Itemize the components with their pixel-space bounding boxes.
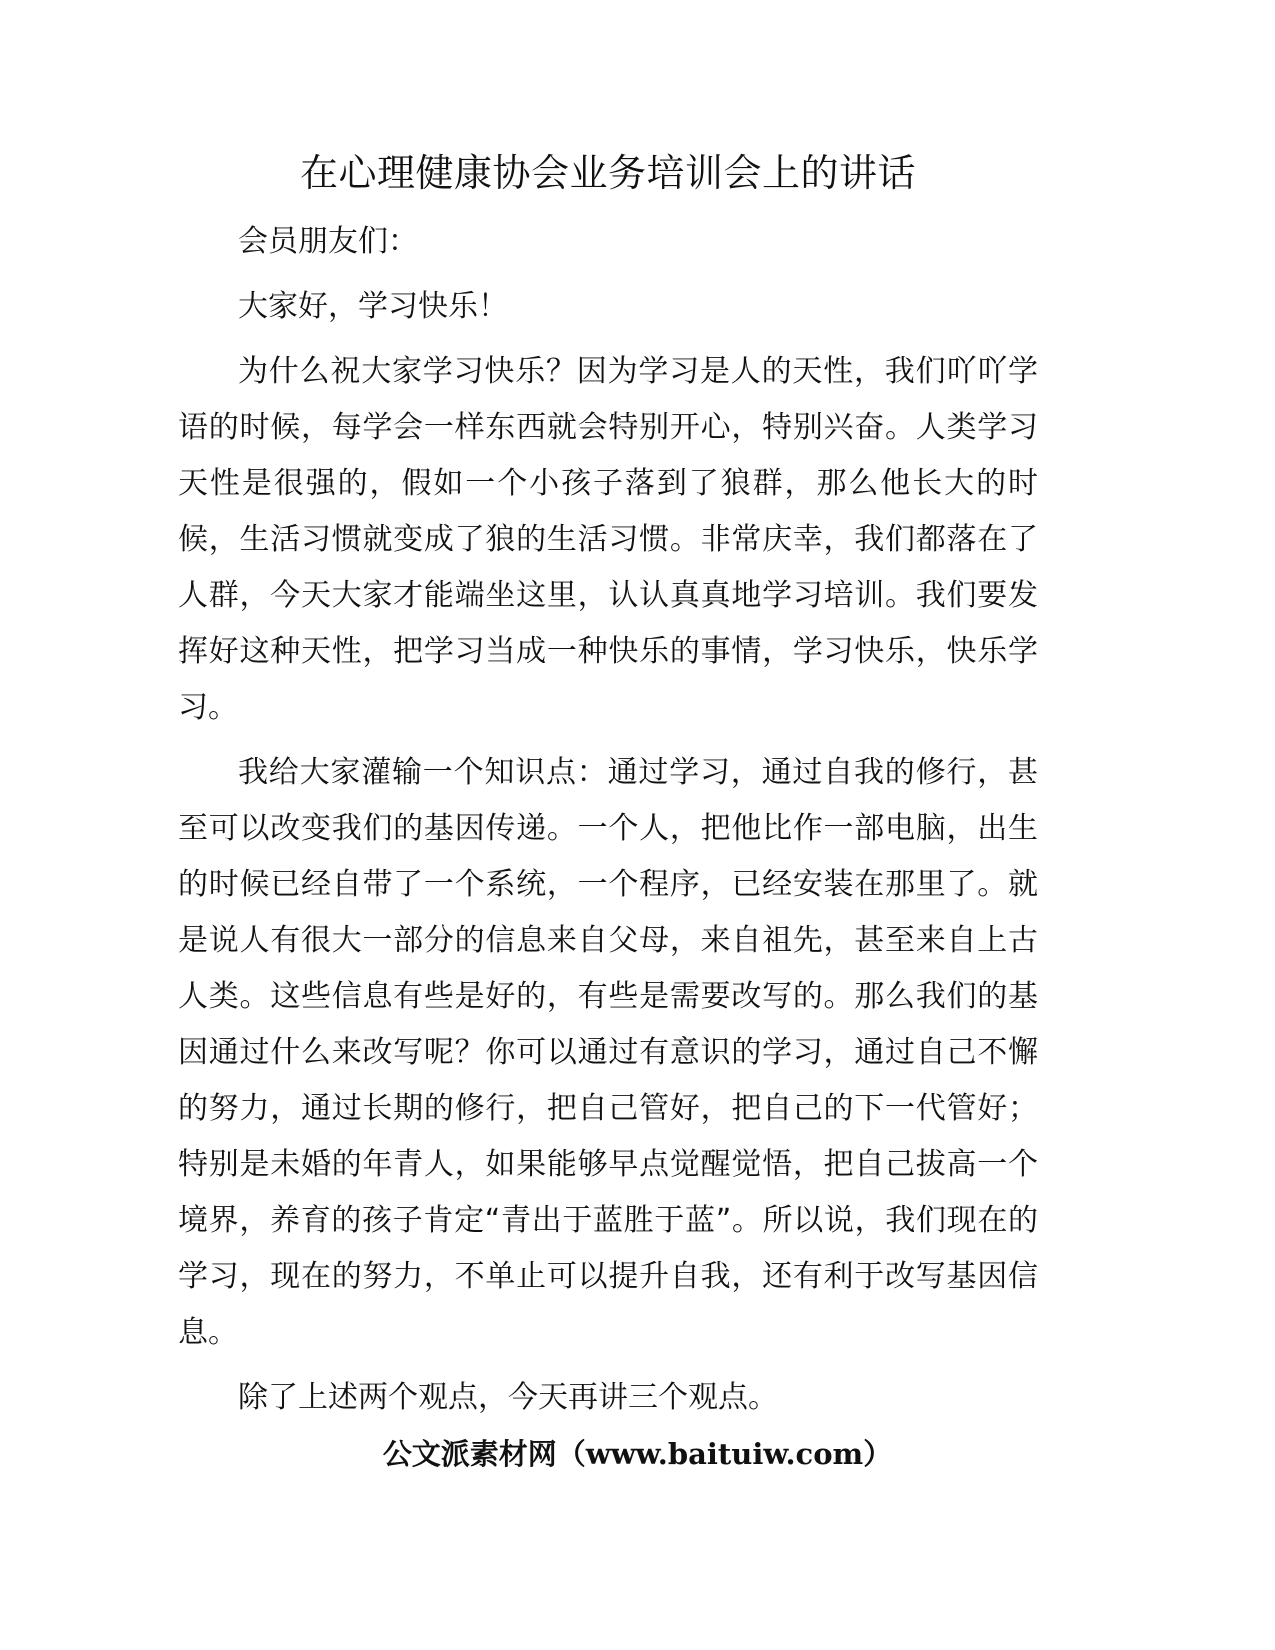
source-watermark-footer: 公文派素材网（www.baituiw.com） bbox=[382, 1437, 893, 1471]
body-paragraph-1: 为什么祝大家学习快乐？因为学习是人的天性，我们吖吖学语的时候，每学会一样东西就会特别开心，特别兴奋。人类学习天性是很强的，假如一个小孩子落到了狼群，那么他长大的时候，生活习惯就变成了狼的生活习惯。非常庆幸，我们都落在了人群，今天大家才能端坐这里，认认真真地学习培训。我们要发挥好这种天性，把学习当成一种快乐的事情，学习快乐，快乐学习。 bbox=[178, 354, 1038, 725]
salutation-paragraph: 会员朋友们： bbox=[238, 224, 418, 259]
greeting-paragraph: 大家好，学习快乐！ bbox=[238, 289, 508, 324]
document-page bbox=[178, 140, 1038, 1426]
body-paragraph-3: 除了上述两个观点，今天再讲三个观点。 bbox=[238, 1380, 778, 1415]
document-title: 在心理健康协会业务培训会上的讲话 bbox=[299, 151, 916, 195]
body-paragraph-2: 我给大家灌输一个知识点：通过学习，通过自我的修行，甚至可以改变我们的基因传递。一个人，把他比作一部电脑，出生的时候已经自带了一个系统，一个程序，已经安装在那里了。就是说人有很大一部分的信息来自父母，来自祖先，甚至来自上古人类。这些信息有些是好的，有些是需要改写的。那么我们的基因通过什么来改写呢？你可以通过有意识的学习，通过自己不懈的努力，通过长期的修行，把自己管好，把自己的下一代管好；特别是未婚的年青人，如果能够早点觉醒觉悟，把自己拔高一个境界，养育的孩子肯定“青出于蓝胜于蓝”。所以说，我们现在的学习，现在的努力，不单止可以提升自我，还有利于改写基因信息。 bbox=[178, 755, 1038, 1350]
